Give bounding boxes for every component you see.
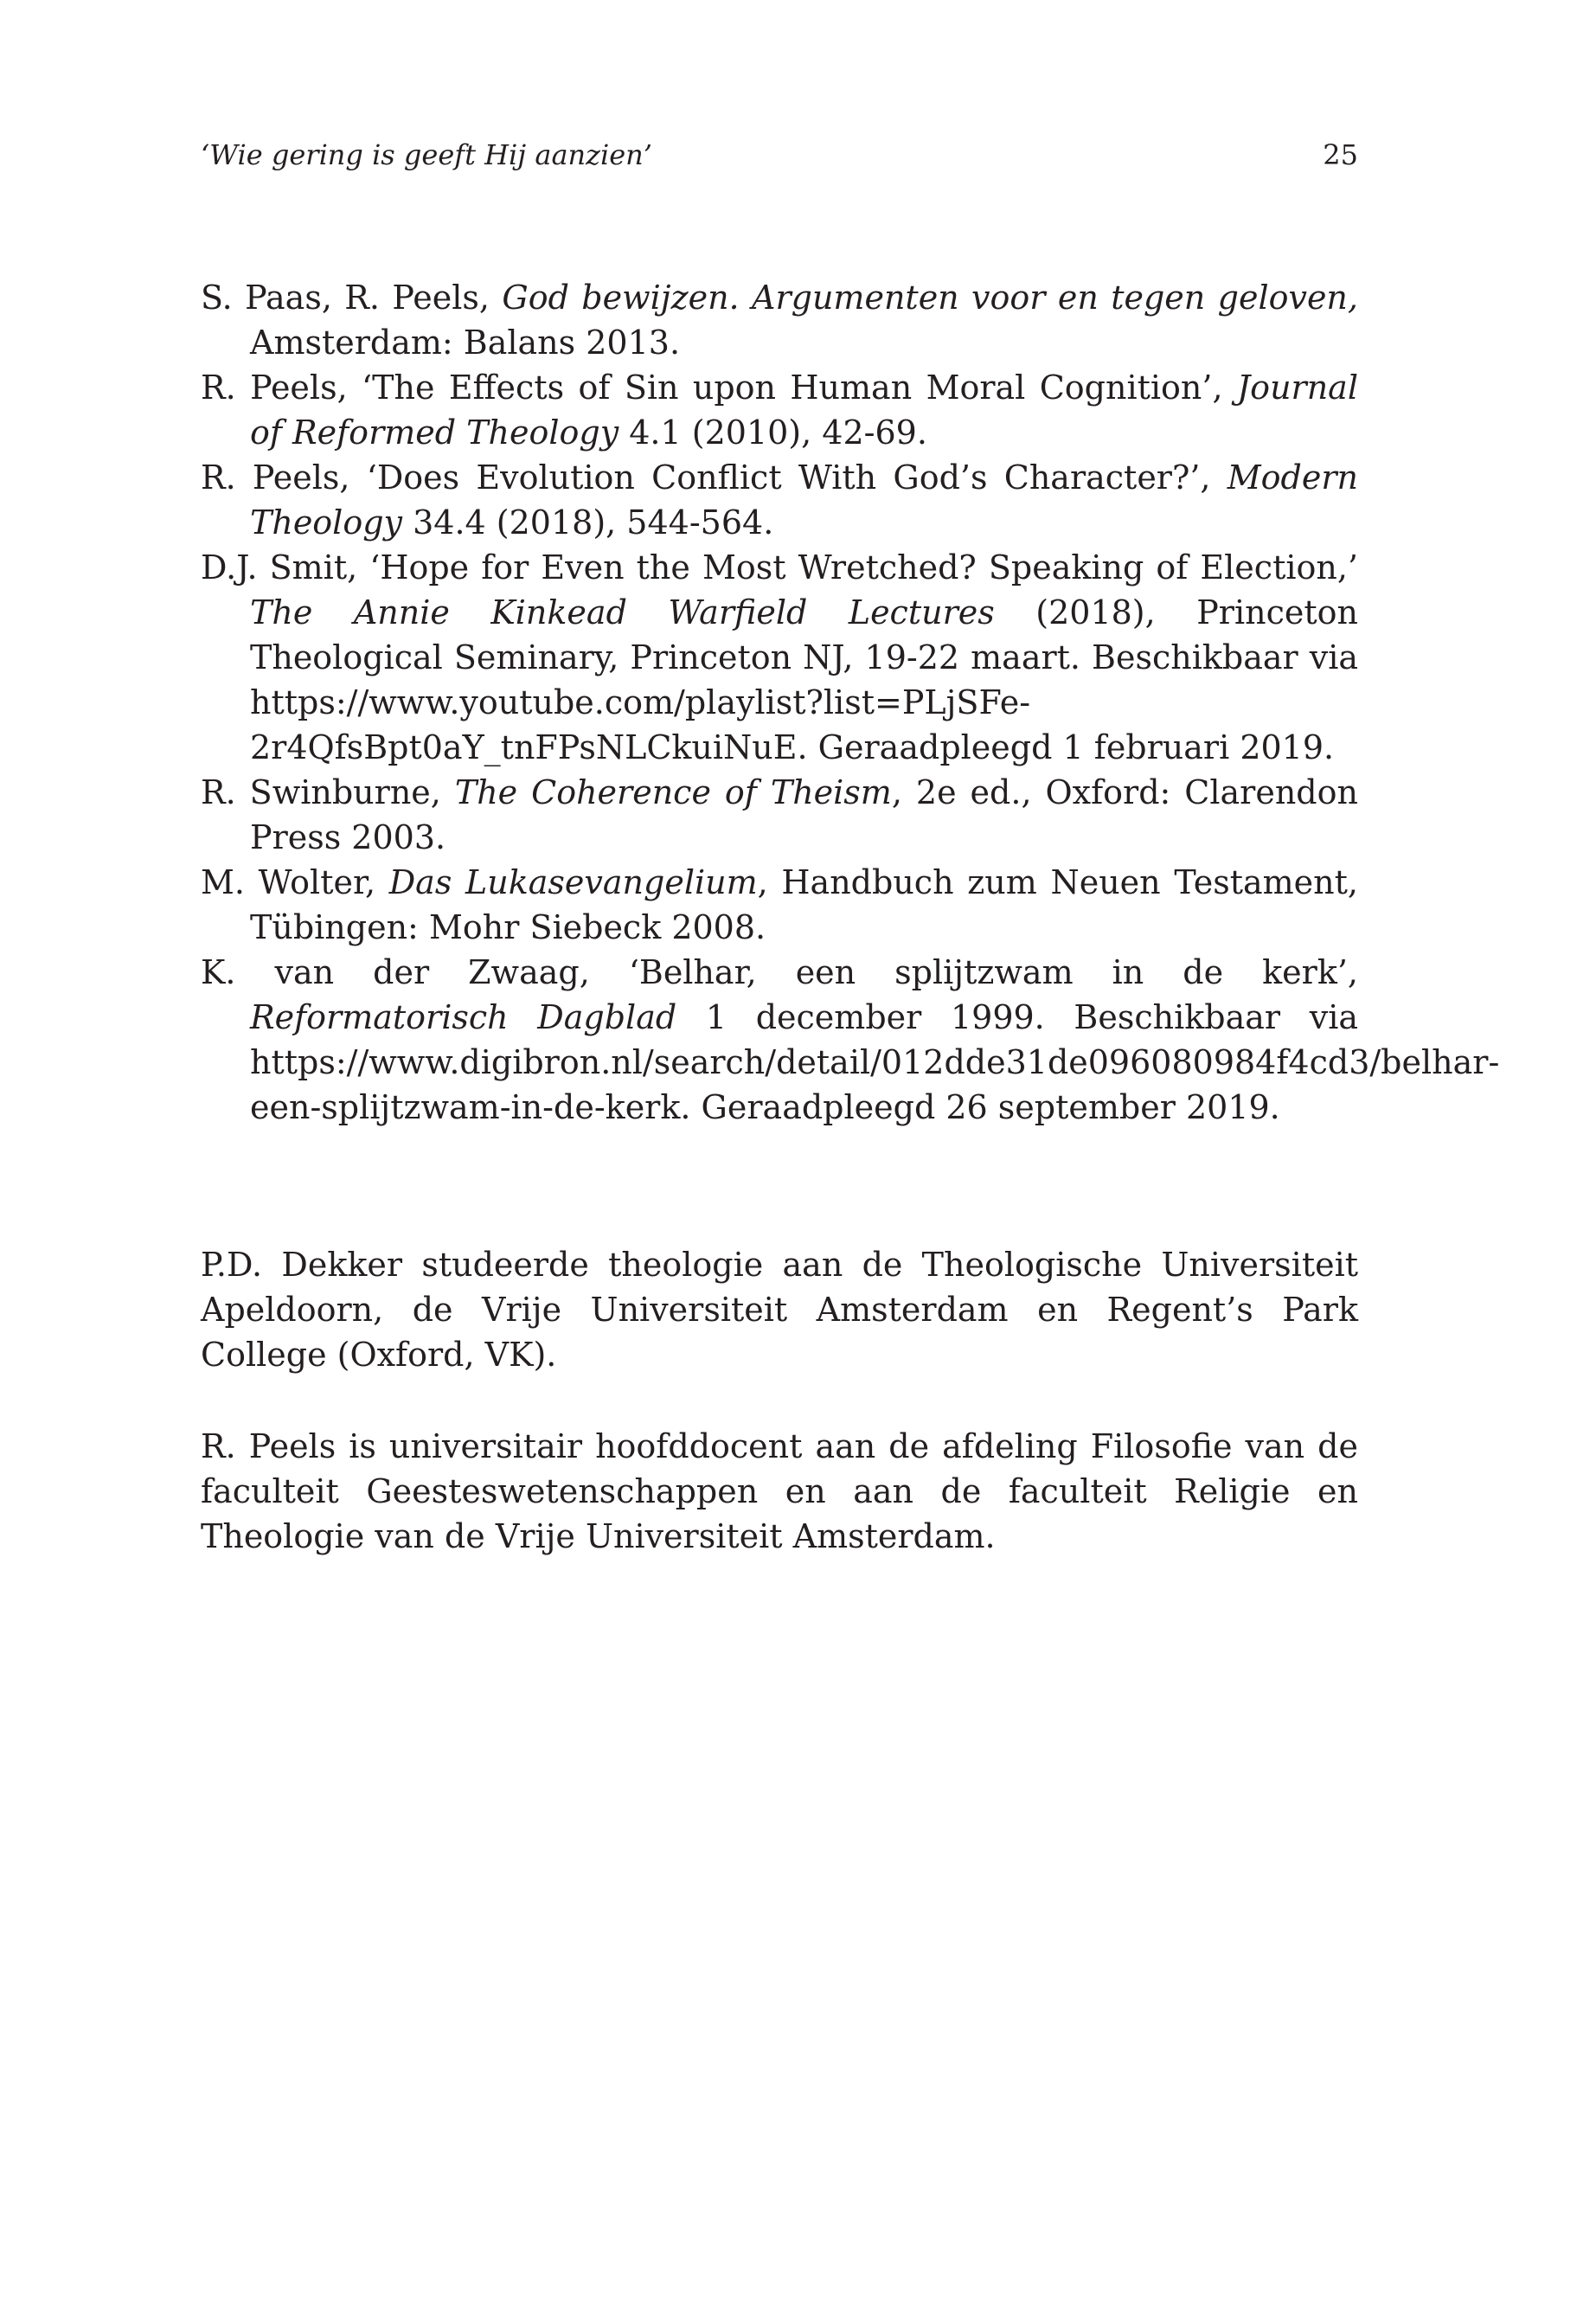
reference-list [201, 275, 1500, 1130]
reference-peels-effects-of-sin [201, 365, 1358, 455]
reference-text: R. Swinburne, [201, 773, 455, 811]
reference-text: Amsterdam: Balans 2013. [250, 324, 681, 362]
reference-title: Reformatorisch Dagblad [250, 998, 677, 1036]
running-title: ‘Wie gering is geeft Hij aanzien’ [201, 138, 652, 171]
reference-text: R. Peels, ‘The Effects of Sin upon Human Moral Cognition’, [201, 369, 1237, 407]
page-number: 25 [1323, 138, 1358, 171]
reference-wolter [201, 860, 1358, 950]
reference-peels-evolution [201, 455, 1358, 545]
reference-title: Journal of Reformed Theology [250, 369, 1358, 452]
author-bio-dekker: P.D. Dekker studeerde theologie aan de Theologische Universiteit Apeldoorn, de Vrije Universiteit Amsterdam en Regent’s Park College (Oxford, VK). [201, 1246, 1358, 1374]
reference-text: R. Peels, ‘Does Evolution Conflict With God’s Character?’, [201, 458, 1227, 497]
reference-text: (2018), Princeton Theological Seminary, Princeton NJ, 19-22 maart. Beschikbaar via https://www.youtube.com/playlist?list=PLjSFe-2r4QfsBpt0aY_tnFPsNLCkuiNuE. Geraadpleegd 1 februari 2019. [250, 593, 1358, 766]
reference-text: D.J. Smit, ‘Hope for Even the Most Wretched? Speaking of Election,’ [201, 548, 1358, 586]
reference-text: , 2e ed., Oxford: Clarendon Press 2003. [250, 773, 1358, 856]
reference-text: 4.1 (2010), 42-69. [619, 413, 927, 452]
reference-title: Modern Theology [250, 458, 1358, 542]
reference-van-der-zwaag [201, 950, 1500, 1130]
reference-paas-peels [201, 275, 1358, 365]
reference-swinburne [201, 770, 1358, 860]
reference-text: 34.4 (2018), 544-564. [402, 503, 774, 542]
reference-title: The Coherence of Theism [454, 773, 892, 811]
reference-text: , Handbuch zum Neuen Testament, Tübingen: Mohr Siebeck 2008. [250, 863, 1358, 946]
reference-text: 1 december 1999. Beschikbaar via https://www.digibron.nl/search/detail/012dde31de096080984f4cd3/belhar-een-splijtzwam-in-de-kerk. Geraadpleegd 26 september 2019. [250, 998, 1500, 1126]
reference-text: K. van der Zwaag, ‘Belhar, een splijtzwam in de kerk’, [201, 953, 1358, 991]
reference-smit [201, 545, 1358, 770]
reference-title: The Annie Kinkead Warfield Lectures [250, 593, 995, 631]
reference-text: S. Paas, R. Peels, [201, 279, 503, 317]
reference-title: God bewijzen. Argumenten voor en tegen geloven, [502, 279, 1358, 317]
reference-text: M. Wolter, [201, 863, 389, 901]
author-bio-peels: R. Peels is universitair hoofddocent aan de afdeling Filosofie van de faculteit Geesteswetenschappen en aan de faculteit Religie en Theologie van de Vrije Universiteit Amsterdam. [201, 1427, 1358, 1555]
reference-title: Das Lukasevangelium [388, 863, 758, 901]
